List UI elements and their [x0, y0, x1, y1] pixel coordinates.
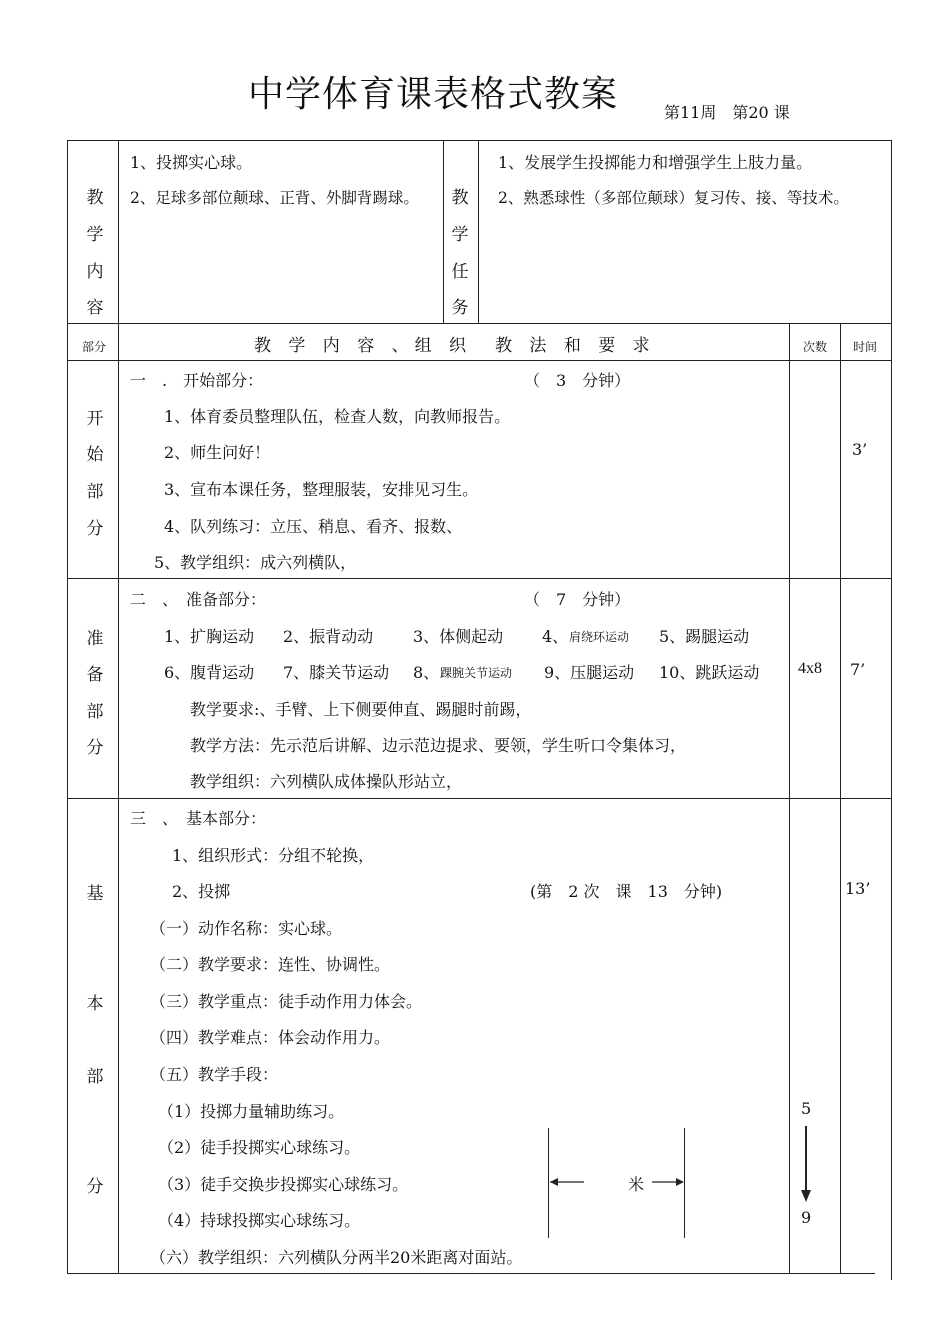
content-item: 2、足球多部位颠球、正背、外脚背踢球。 — [130, 189, 419, 207]
basic-item: （五）教学手段： — [150, 1065, 279, 1084]
content-item: 1、投掷实心球。 — [130, 153, 253, 172]
basic-item: （四）教学难点：体会动作用力。 — [150, 1028, 391, 1047]
basic-label-char: 部 — [86, 1067, 104, 1087]
start-label-char: 始 — [86, 445, 104, 465]
prep-requirement: 教学要求:、手臂、上下侧要伸直、踢腿时前踢， — [190, 700, 532, 719]
start-item: 4、队列练习：立压、稍息、看齐、报数、 — [164, 517, 463, 536]
week-lesson: 第11周 第20 课 — [664, 103, 790, 122]
basic-means: （1）投掷力量辅助练习。 — [158, 1102, 345, 1121]
top-divider-3 — [478, 140, 479, 323]
prep-exercise: 4、 — [542, 627, 569, 646]
start-label-char: 分 — [86, 519, 104, 539]
start-label-char: 部 — [86, 482, 104, 502]
basic-label-char: 本 — [86, 994, 104, 1014]
prep-heading: 二 、 准备部分： — [130, 590, 267, 609]
basic-means: （2）徒手投掷实心球练习。 — [158, 1138, 361, 1157]
table-border-right — [891, 140, 892, 1280]
prep-exercise: 踝腕关节运动 — [440, 666, 513, 680]
task-item: 2、熟悉球性（多部位颠球）复习传、接、等技术。 — [498, 189, 849, 207]
table-border-bottom — [67, 1273, 875, 1274]
page-title: 中学体育课表格式教案 — [248, 74, 619, 115]
basic-label-char: 分 — [86, 1177, 104, 1197]
row-line-header-bottom — [67, 360, 892, 361]
count-col-line — [789, 323, 790, 1274]
prep-exercise: 10、跳跃运动 — [659, 663, 760, 682]
task-label-char: 教 — [451, 188, 469, 208]
top-divider-2 — [443, 140, 444, 323]
row-line-header-top — [67, 323, 892, 324]
basic-count-top: 5 — [801, 1099, 812, 1118]
table-border-top — [67, 140, 892, 141]
task-item: 1、发展学生投掷能力和增强学生上肢力量。 — [498, 153, 813, 172]
prep-exercise: 肩绕环运动 — [569, 630, 630, 644]
prep-exercise: 6、腹背运动 — [164, 663, 255, 682]
start-item: 5、教学组织：成六列横队， — [154, 553, 357, 572]
header-time: 时间 — [853, 340, 878, 354]
basic-org-form: 1、组织形式：分组不轮换， — [172, 846, 375, 865]
header-content: 教 学 内 容 、组 织 教 法 和 要 求 — [254, 336, 656, 356]
row-line-prep-bottom — [67, 798, 892, 799]
prep-exercise: 8、 — [413, 663, 440, 682]
content-label-char: 内 — [86, 262, 104, 282]
start-item: 3、宣布本课任务，整理服装，安排见习生。 — [164, 480, 479, 499]
prep-exercise: 2、振背动动 — [283, 627, 374, 646]
basic-item: （三）教学重点：徒手动作用力体会。 — [150, 992, 423, 1011]
content-label-char: 容 — [86, 298, 104, 318]
basic-time: 13’ — [845, 879, 871, 898]
content-label-char: 教 — [86, 188, 104, 208]
prep-label-char: 备 — [86, 665, 104, 685]
basic-count-bottom: 9 — [801, 1208, 812, 1227]
task-label-char: 务 — [451, 298, 469, 318]
basic-lesson-info: (第 2 次 课 13 分钟) — [530, 882, 723, 901]
header-part: 部分 — [82, 340, 107, 354]
start-time: 3’ — [852, 440, 868, 459]
prep-label-char: 部 — [86, 702, 104, 722]
prep-exercise: 7、膝关节运动 — [283, 663, 390, 682]
diagram-label: 米 — [628, 1175, 645, 1194]
start-item: 1、体育委员整理队伍，检查人数，向教师报告。 — [164, 407, 511, 426]
prep-count: 4x8 — [798, 660, 822, 677]
basic-heading: 三 、 基本部分： — [130, 809, 267, 828]
basic-throw: 2、投掷 — [172, 882, 231, 901]
start-duration: （ 3 分钟） — [524, 371, 631, 390]
basic-means: （4）持球投掷实心球练习。 — [158, 1211, 361, 1230]
prep-method: 教学方法：先示范后讲解、边示范边提求、要领，学生听口令集体习， — [190, 736, 687, 755]
task-label-char: 学 — [451, 225, 469, 245]
start-heading: 一 . 开始部分： — [130, 371, 264, 390]
diagram-arrows — [548, 1172, 688, 1192]
header-count: 次数 — [803, 340, 828, 354]
prep-exercise: 9、压腿运动 — [544, 663, 635, 682]
basic-item: （一）动作名称：实心球。 — [150, 919, 343, 938]
row-line-start-bottom — [67, 578, 892, 579]
prep-exercise: 5、踢腿运动 — [659, 627, 750, 646]
content-label-char: 学 — [86, 225, 104, 245]
task-label-char: 任 — [451, 262, 469, 282]
prep-label-char: 准 — [86, 629, 104, 649]
prep-exercise: 1、扩胸运动 — [164, 627, 255, 646]
time-col-line — [840, 323, 841, 1274]
prep-label-char: 分 — [86, 738, 104, 758]
count-down-arrow — [798, 1126, 814, 1204]
prep-organization: 教学组织：六列横队成体操队形站立， — [190, 772, 463, 791]
top-divider-1 — [118, 140, 119, 1274]
table-border-left — [67, 140, 68, 1274]
start-item: 2、师生问好！ — [164, 443, 271, 462]
basic-label-char: 基 — [86, 884, 104, 904]
basic-item: （二）教学要求：连性、协调性。 — [150, 955, 391, 974]
start-label-char: 开 — [86, 409, 104, 429]
prep-time: 7’ — [850, 660, 866, 679]
prep-exercise: 3、体侧起动 — [413, 627, 504, 646]
basic-means: （3）徒手交换步投掷实心球练习。 — [158, 1175, 409, 1194]
prep-duration: （ 7 分钟） — [524, 590, 631, 609]
basic-organization: （六）教学组织：六列横队分两半20米距离对面站。 — [150, 1248, 523, 1267]
